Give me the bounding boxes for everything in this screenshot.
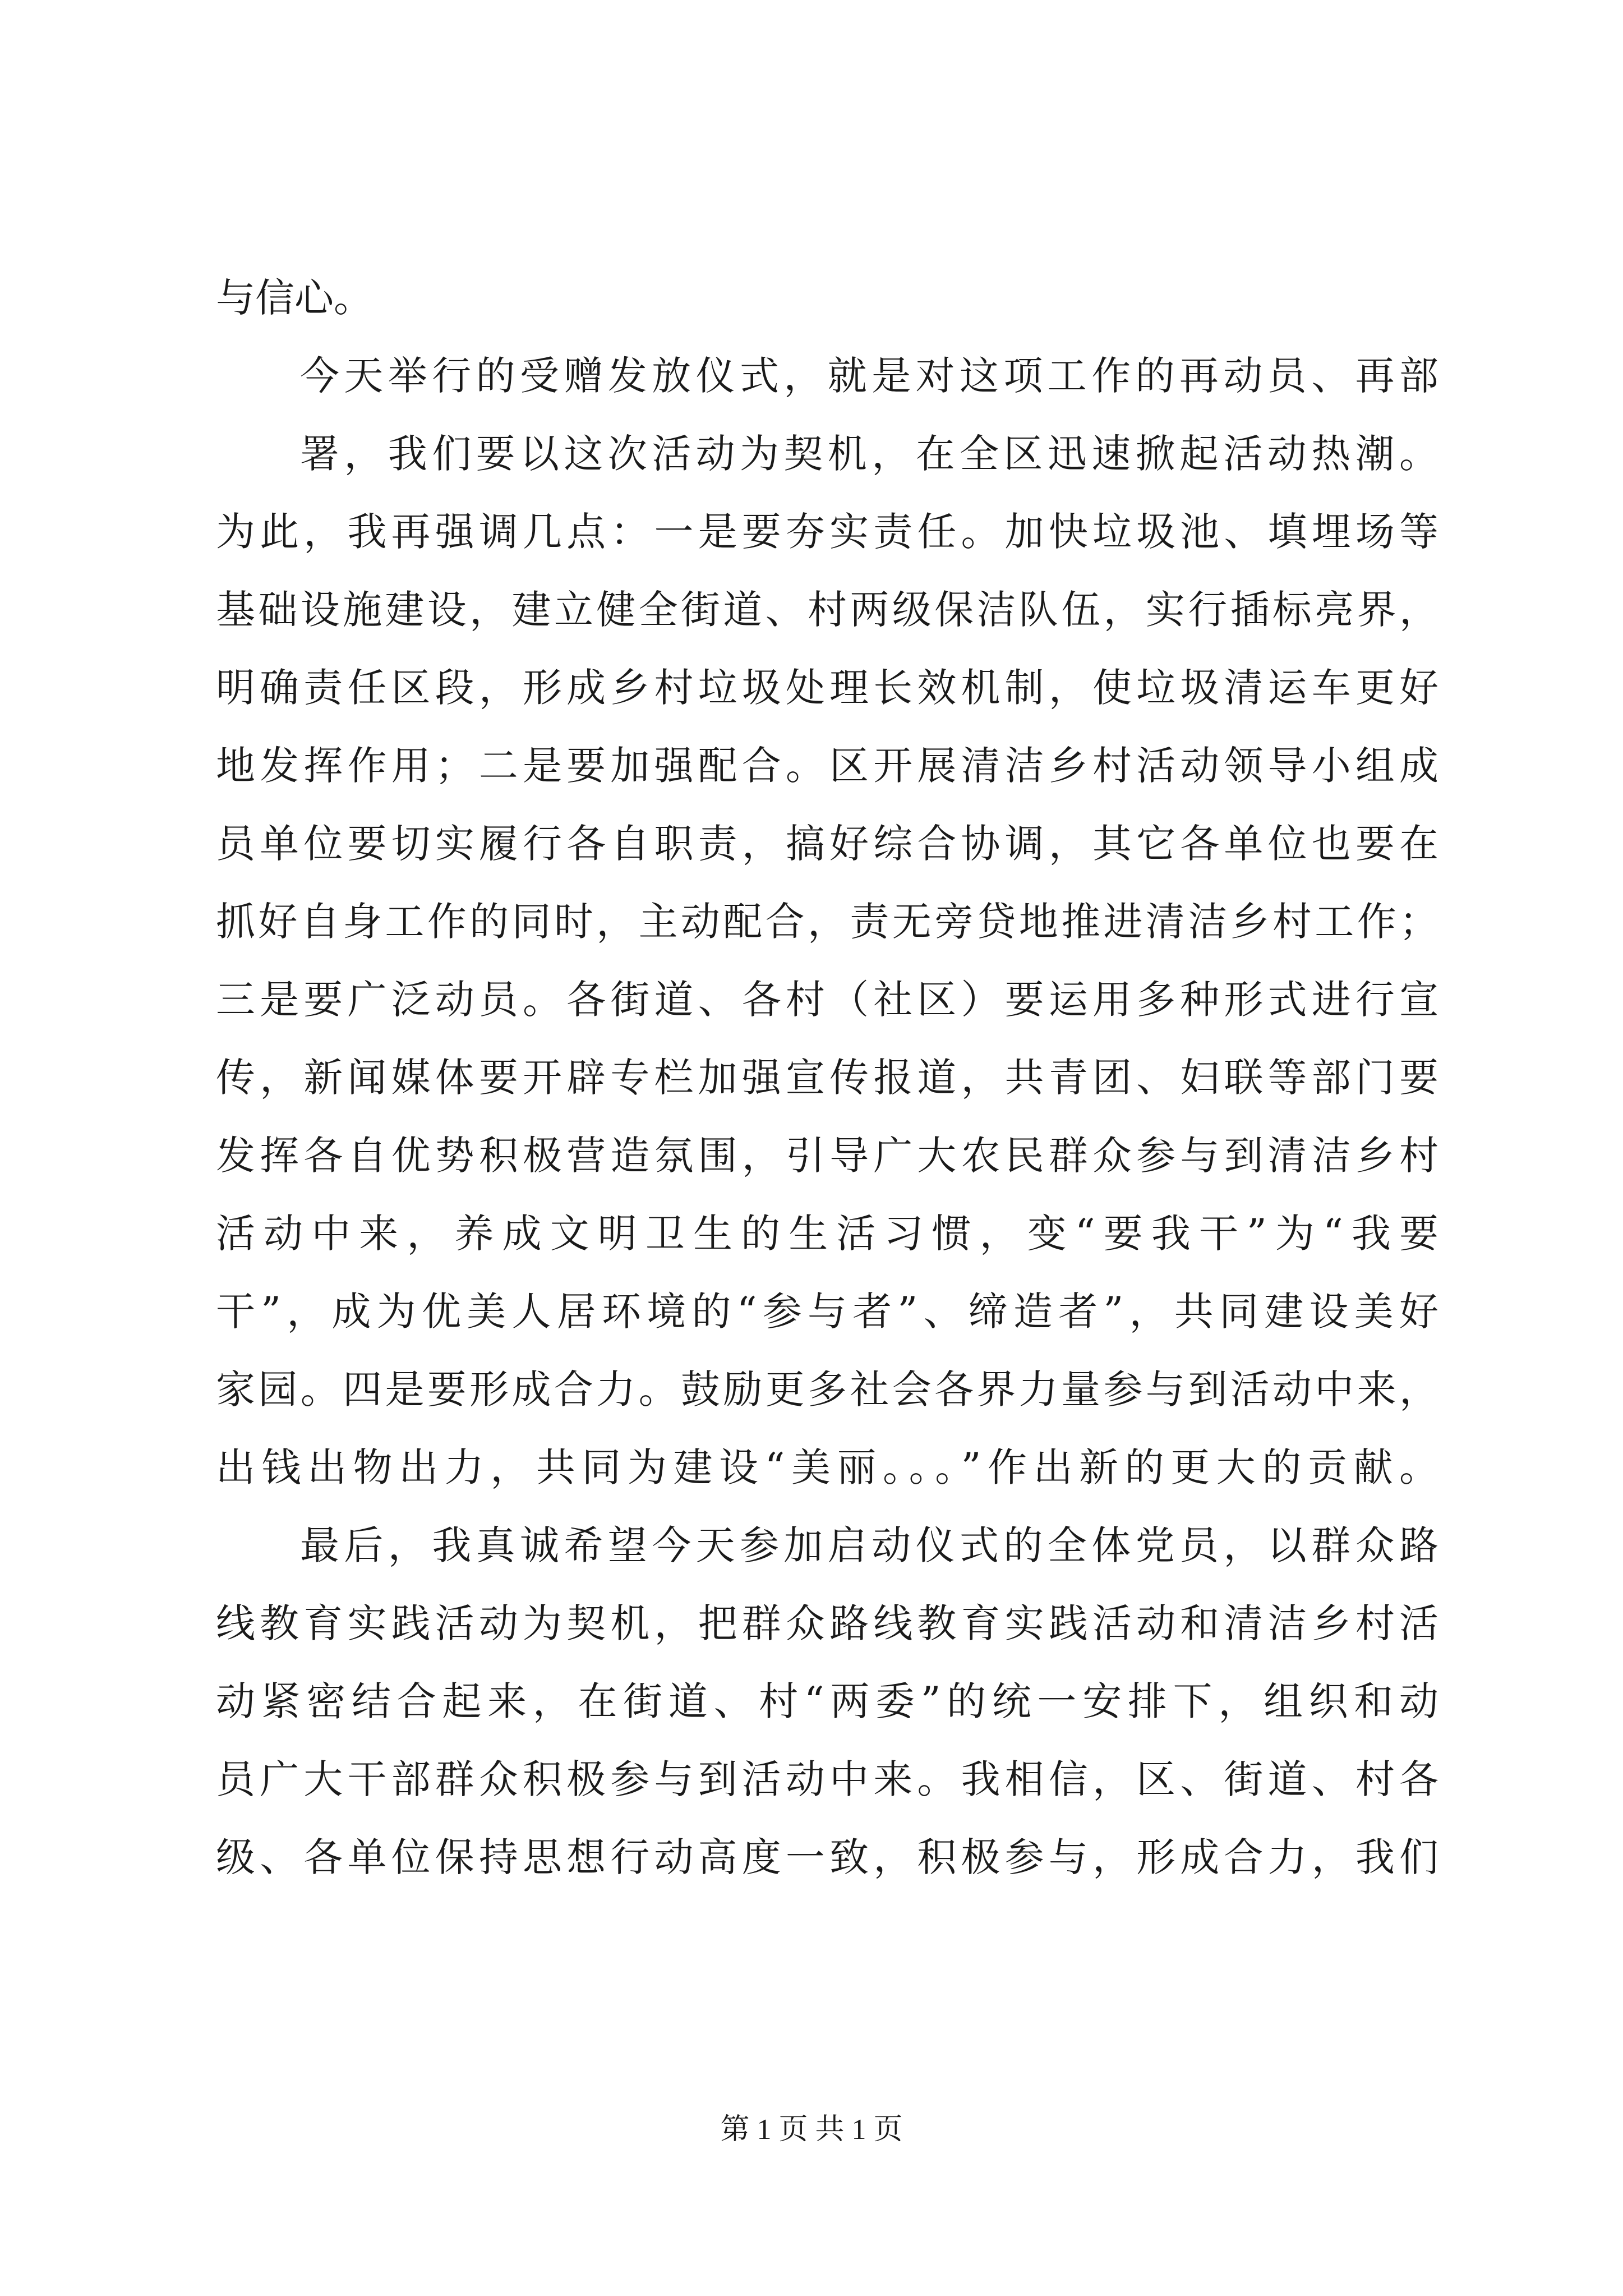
body-text bbox=[216, 259, 1438, 1897]
text-line: 传，新闻媒体要开辟专栏加强宣传报道，共青团、妇联等部门要 bbox=[216, 1055, 1438, 1101]
text-line: 署，我们要以这次活动为契机，在全区迅速掀起活动热潮。 bbox=[300, 431, 1438, 477]
text-line: 员广大干部群众积极参与到活动中来。我相信，区、街道、村各 bbox=[216, 1756, 1438, 1802]
text-line: 三是要广泛动员。各街道、各村（社区）要运用多种形式进行宣 bbox=[216, 977, 1438, 1023]
text-line: 出钱出物出力，共同为建设“美丽。。。”作出新的更大的贡献。 bbox=[216, 1444, 1438, 1490]
text-line: 干”，成为优美人居环境的“参与者”、缔造者”，共同建设美好 bbox=[216, 1289, 1438, 1335]
text-line: 今天举行的受赠发放仪式，就是对这项工作的再动员、再部 bbox=[300, 353, 1438, 399]
text-line: 动紧密结合起来，在街道、村“两委”的统一安排下，组织和动 bbox=[216, 1678, 1438, 1724]
text-line: 家园。四是要形成合力。鼓励更多社会各界力量参与到活动中来， bbox=[216, 1366, 1438, 1412]
text-line: 最后，我真诚希望今天参加启动仪式的全体党员，以群众路 bbox=[300, 1522, 1438, 1568]
text-line: 为此，我再强调几点：一是要夯实责任。加快垃圾池、填埋场等 bbox=[216, 509, 1438, 555]
text-line: 基础设施建设，建立健全街道、村两级保洁队伍，实行插标亮界， bbox=[216, 587, 1438, 633]
text-line: 发挥各自优势积极营造氛围，引导广大农民群众参与到清洁乡村 bbox=[216, 1133, 1438, 1179]
text-line: 级、各单位保持思想行动高度一致，积极参与，形成合力，我们 bbox=[216, 1834, 1438, 1880]
text-line: 明确责任区段，形成乡村垃圾处理长效机制，使垃圾清运车更好 bbox=[216, 665, 1438, 711]
text-line: 员单位要切实履行各自职责，搞好综合协调，其它各单位也要在 bbox=[216, 821, 1438, 867]
text-line: 抓好自身工作的同时，主动配合，责无旁贷地推进清洁乡村工作； bbox=[216, 899, 1438, 945]
page-number-footer: 第 1 页 共 1 页 bbox=[720, 2114, 903, 2146]
text-line: 线教育实践活动为契机，把群众路线教育实践活动和清洁乡村活 bbox=[216, 1600, 1438, 1646]
text-line: 地发挥作用；二是要加强配合。区开展清洁乡村活动领导小组成 bbox=[216, 743, 1438, 789]
text-line: 活动中来，养成文明卫生的生活习惯，变“要我干”为“我要 bbox=[216, 1211, 1438, 1257]
text-line: 与信心。 bbox=[216, 275, 373, 321]
